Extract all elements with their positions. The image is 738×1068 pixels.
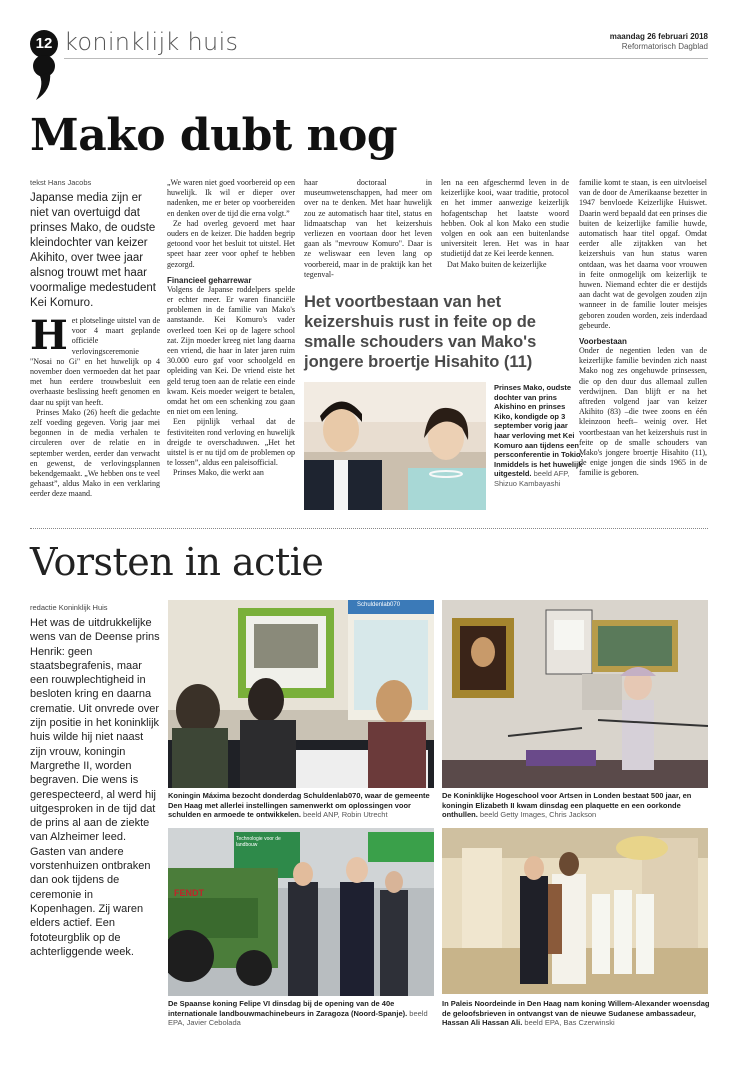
felipe-photo [168,828,434,996]
mako-photo-caption [494,383,584,489]
felipe-photo-caption [168,999,436,1028]
body-paragraph: Prinses Mako, die werkt aan [173,468,264,478]
subheading: Voorbestaan [579,337,627,347]
body-paragraph: Volgens de Japanse roddelpers spelde er echter meer. Er waren financiële problemen in de familie van Mako's aanstaande. Kei Komuro's vader overleed toen Kei op de lagere school zat. Zijn moeder kreeg niet lang daarna een vriend, die haar in later jaren ruim 30.000 euro gaf voor schoolgeld en opleiding van Kei. De vriend eiste het geld terug toen aan de relatie een einde kwam. Keis moeder weigert te betalen, omdat het om een schenking zou gaan en niet om een lening. [167,284,295,417]
issue-date: maandag 26 februari 2018 [609,32,708,41]
article-column-3 [304,178,432,280]
felipe-photo-illustration [168,828,434,996]
article-byline: tekst Hans Jacobs [30,178,92,187]
section-divider [30,528,708,529]
caption-text: Prinses Mako, oudste dochter van prins Akishino en prinses Kiko, kondigde op 3 september vorig jaar haar verloving met Kei Komuro aan tijdens een persconferentie in Tokio. Inmiddels is het huwelijk uitgesteld. [494,383,583,479]
willem-alexander-photo-illustration [442,828,708,994]
article-intro: Japanse media zijn er niet van overtuigd dat prinses Mako, de oudste kleindochter van keizer Akihito, over twee jaar alsnog trouwt met haar voormalige medestudent Kei Komuro. [30,192,156,309]
caption-credit: beeld EPA, Bas Czerwinski [524,1018,615,1028]
body-paragraph: Een pijnlijk verhaal dat de festiviteiten rond verloving en huwelijk dreigde te overschaduwen. „Het het uitstel is er nu tijd om de problemen op te lossen”, aldus een paleisofficial. [167,417,295,468]
board-sign-label: Schuldenlab070 [357,602,401,608]
page-number-badge: 12 [30,30,58,58]
body-paragraph: „We waren niet goed voorbereid op een huwelijk. Ik wil er dieper over nadenken, me er beter op voorbereiden en denken over de tijd die erna volgt.” [167,178,295,218]
article-column-2 [167,178,295,479]
elizabeth-photo-illustration [442,600,708,788]
caption-text: Koningin Máxima bezocht donderdag Schuldenlab070, waar de gemeente Den Haag met allerlei instellingen samenwerkt om oplossingen voor schulden en armoede te ontwikkelen. [168,791,430,820]
article-column-4 [441,178,569,270]
caption-credit: beeld ANP, Robin Utrecht [303,810,388,820]
mako-photo-illustration [304,382,486,510]
fair-banner-label: Technologie voor de landbouw [236,836,281,848]
article-column-5 [579,178,707,479]
drop-cap: H [30,312,68,359]
maxima-photo-illustration [168,600,434,788]
publication-name: Reformatorisch Dagblad [621,42,708,51]
caption-credit: beeld AFP, Shizuo Kambayashi [494,469,570,488]
elizabeth-photo [442,600,708,788]
mako-photo [304,382,486,510]
maxima-photo [168,600,434,788]
caption-credit: beeld Getty Images, Chris Jackson [479,810,597,820]
willem-alexander-photo-caption [442,999,710,1028]
body-paragraph: Prinses Mako (26) heeft die gedachte zelf voeding gegeven. Vorig jaar mei begonnen in de media verhalen te circuleren over de relatie en in september werden, eerder dan verwacht en gewenst, de verlovingsplannen bekendgemaakt. „We hebben ons te veel gehaast”, aldus Mako in een verklaring eerder deze maand. [30,407,160,499]
body-paragraph: familie komt te staan, is een uitvloeisel van de door de Amerikaanse bezetter in 1947 benvloede Keizerlijke Huiswet. Daarin werd bepaald dat een prinses die buiten de keizerlijke familie huwde, automatisch haar titel opgaf. Omdat eerder alle zijtakken van het keizershuis van hun status waren ontdaan, was het daarna voor vrouwen in feite onmogelijk om keizerlijk te huwen. Niemand echter die er destijds aan dacht wat de gevolgen zouden zijn wanneer in de familie louter meisjes geboren zouden worden, zeis inderdaad gebeurde. [579,178,707,330]
caption-text: De Koninklijke Hogeschool voor Artsen in Londen bestaat 500 jaar, en koningin Elizabeth II kwam dinsdag een plaquette en een oorkonde onthullen. [442,791,692,820]
article2-intro: Het was de uitdrukkelijke wens van de Deense prins Henrik: geen staatsbegrafenis, maar een rouwplechtigheid in besloten kring en daarna crematie. Uit onvrede over zijn positie in het koninklijk huis wilde hij niet naast zijn vrouw, koningin Margrethe II, worden begraven. Die wens is gerespecteerd, al werd hij uitgesproken in de tijd dat de prins al aan de ziekte van Alzheimer leed. Gasten van andere vorstenhuizen ontbraken dan ook tijdens de ceremonie in Kopenhagen. Zij waren elders actief. Een fototeurgblik op de achterliggende week. [30,617,160,958]
quote-comma-icon [30,52,58,102]
section-title: koninklijk huis [64,28,239,56]
article-headline: Mako dubt nog [30,110,398,161]
body-paragraph: et plotselinge uitstel van de voor 4 maart geplande officiële verlovingsceremonie "Nosai no Gi" en het huwelijk op 4 november doen vermoeden dat het paar met hun eerdere trouwbesluit een overhaaste beslissing heeft genomen en daar nu spijt van heeft. [30,316,160,407]
willem-alexander-photo [442,828,708,994]
body-paragraph: len na een afgeschermd leven in de keizerlijke kooi, waar traditie, protocol en het immer aanwezige keizerlijk hofagentschap het laatste woord hebben. Ook al kon Mako een studie volgen en ook aan een buitenlandse universiteit leren. Het was in haar studietijd dat ze Kei leerde kennen. [441,178,569,259]
body-paragraph: Dat Mako buiten de keizerlijke [447,259,547,269]
caption-text: De Spaanse koning Felipe VI dinsdag bij de opening van de 40e internationale landbouwmachinebeurs in Zaragoza (Noord-Spanje). [168,999,408,1018]
maxima-photo-caption [168,791,436,820]
body-paragraph: Ze had overleg gevoerd met haar ouders en de keizer. Die hadden begrip getoond voor het besluit tot uitstel. Het speet haar zeer voor ophef te hebben gezorgd. [167,218,295,269]
article-column-1 [30,312,160,500]
caption-text: In Paleis Noordeinde in Den Haag nam koning Willem-Alexander woensdag de geloofsbrieven in ontvangst van de nieuwe Sudanese ambassadeur, Hassan Ali Hassan Ali. [442,999,710,1028]
body-paragraph: Onder de negentien leden van de keizerlijke familie bevinden zich naast Mako nog zes ongehuwde prinsessen, die op den duur dus allemaal zullen verdwijnen. Dan blijft er na het aftreden volgend jaar van keizer Akihito (83) –die twee zoons en één kleinzoon heeft– weinig over. Het voortbestaan van het keizershuis rust in feite op de smalle schouders van Mako's jongere broertje Hisahito (11), de enige jongen die sinds 1965 in de familie is geboren. [579,346,707,478]
article2-byline: redactie Koninklijk Huis [30,603,108,612]
subheading: Financieel geharrewar [167,275,252,285]
caption-credit: beeld EPA, Javier Cebolada [168,1008,428,1028]
header-rule [64,58,708,59]
article2-headline: Vorsten in actie [30,540,324,584]
elizabeth-photo-caption [442,791,710,820]
page-meta [610,32,708,52]
tractor-brand-label: FENDT [174,888,204,898]
pull-quote: Het voortbestaan van het keizershuis rust in feite op de smalle schouders van Mako's jongere broertje Hisahito (11) [304,293,537,371]
body-paragraph: haar doctoraal in museumwetenschappen, had meer om over na te denken. Met haar huwelijk zou ze automatisch haar titel, status en lidmaatschap van het keizershuis verliezen en voortaan door het leven gaan als "mevrouw Komuro". Daar is ze weliswaar een leven lang op voorbereid, maar in de praktijk kan het tegenval- [304,178,432,279]
